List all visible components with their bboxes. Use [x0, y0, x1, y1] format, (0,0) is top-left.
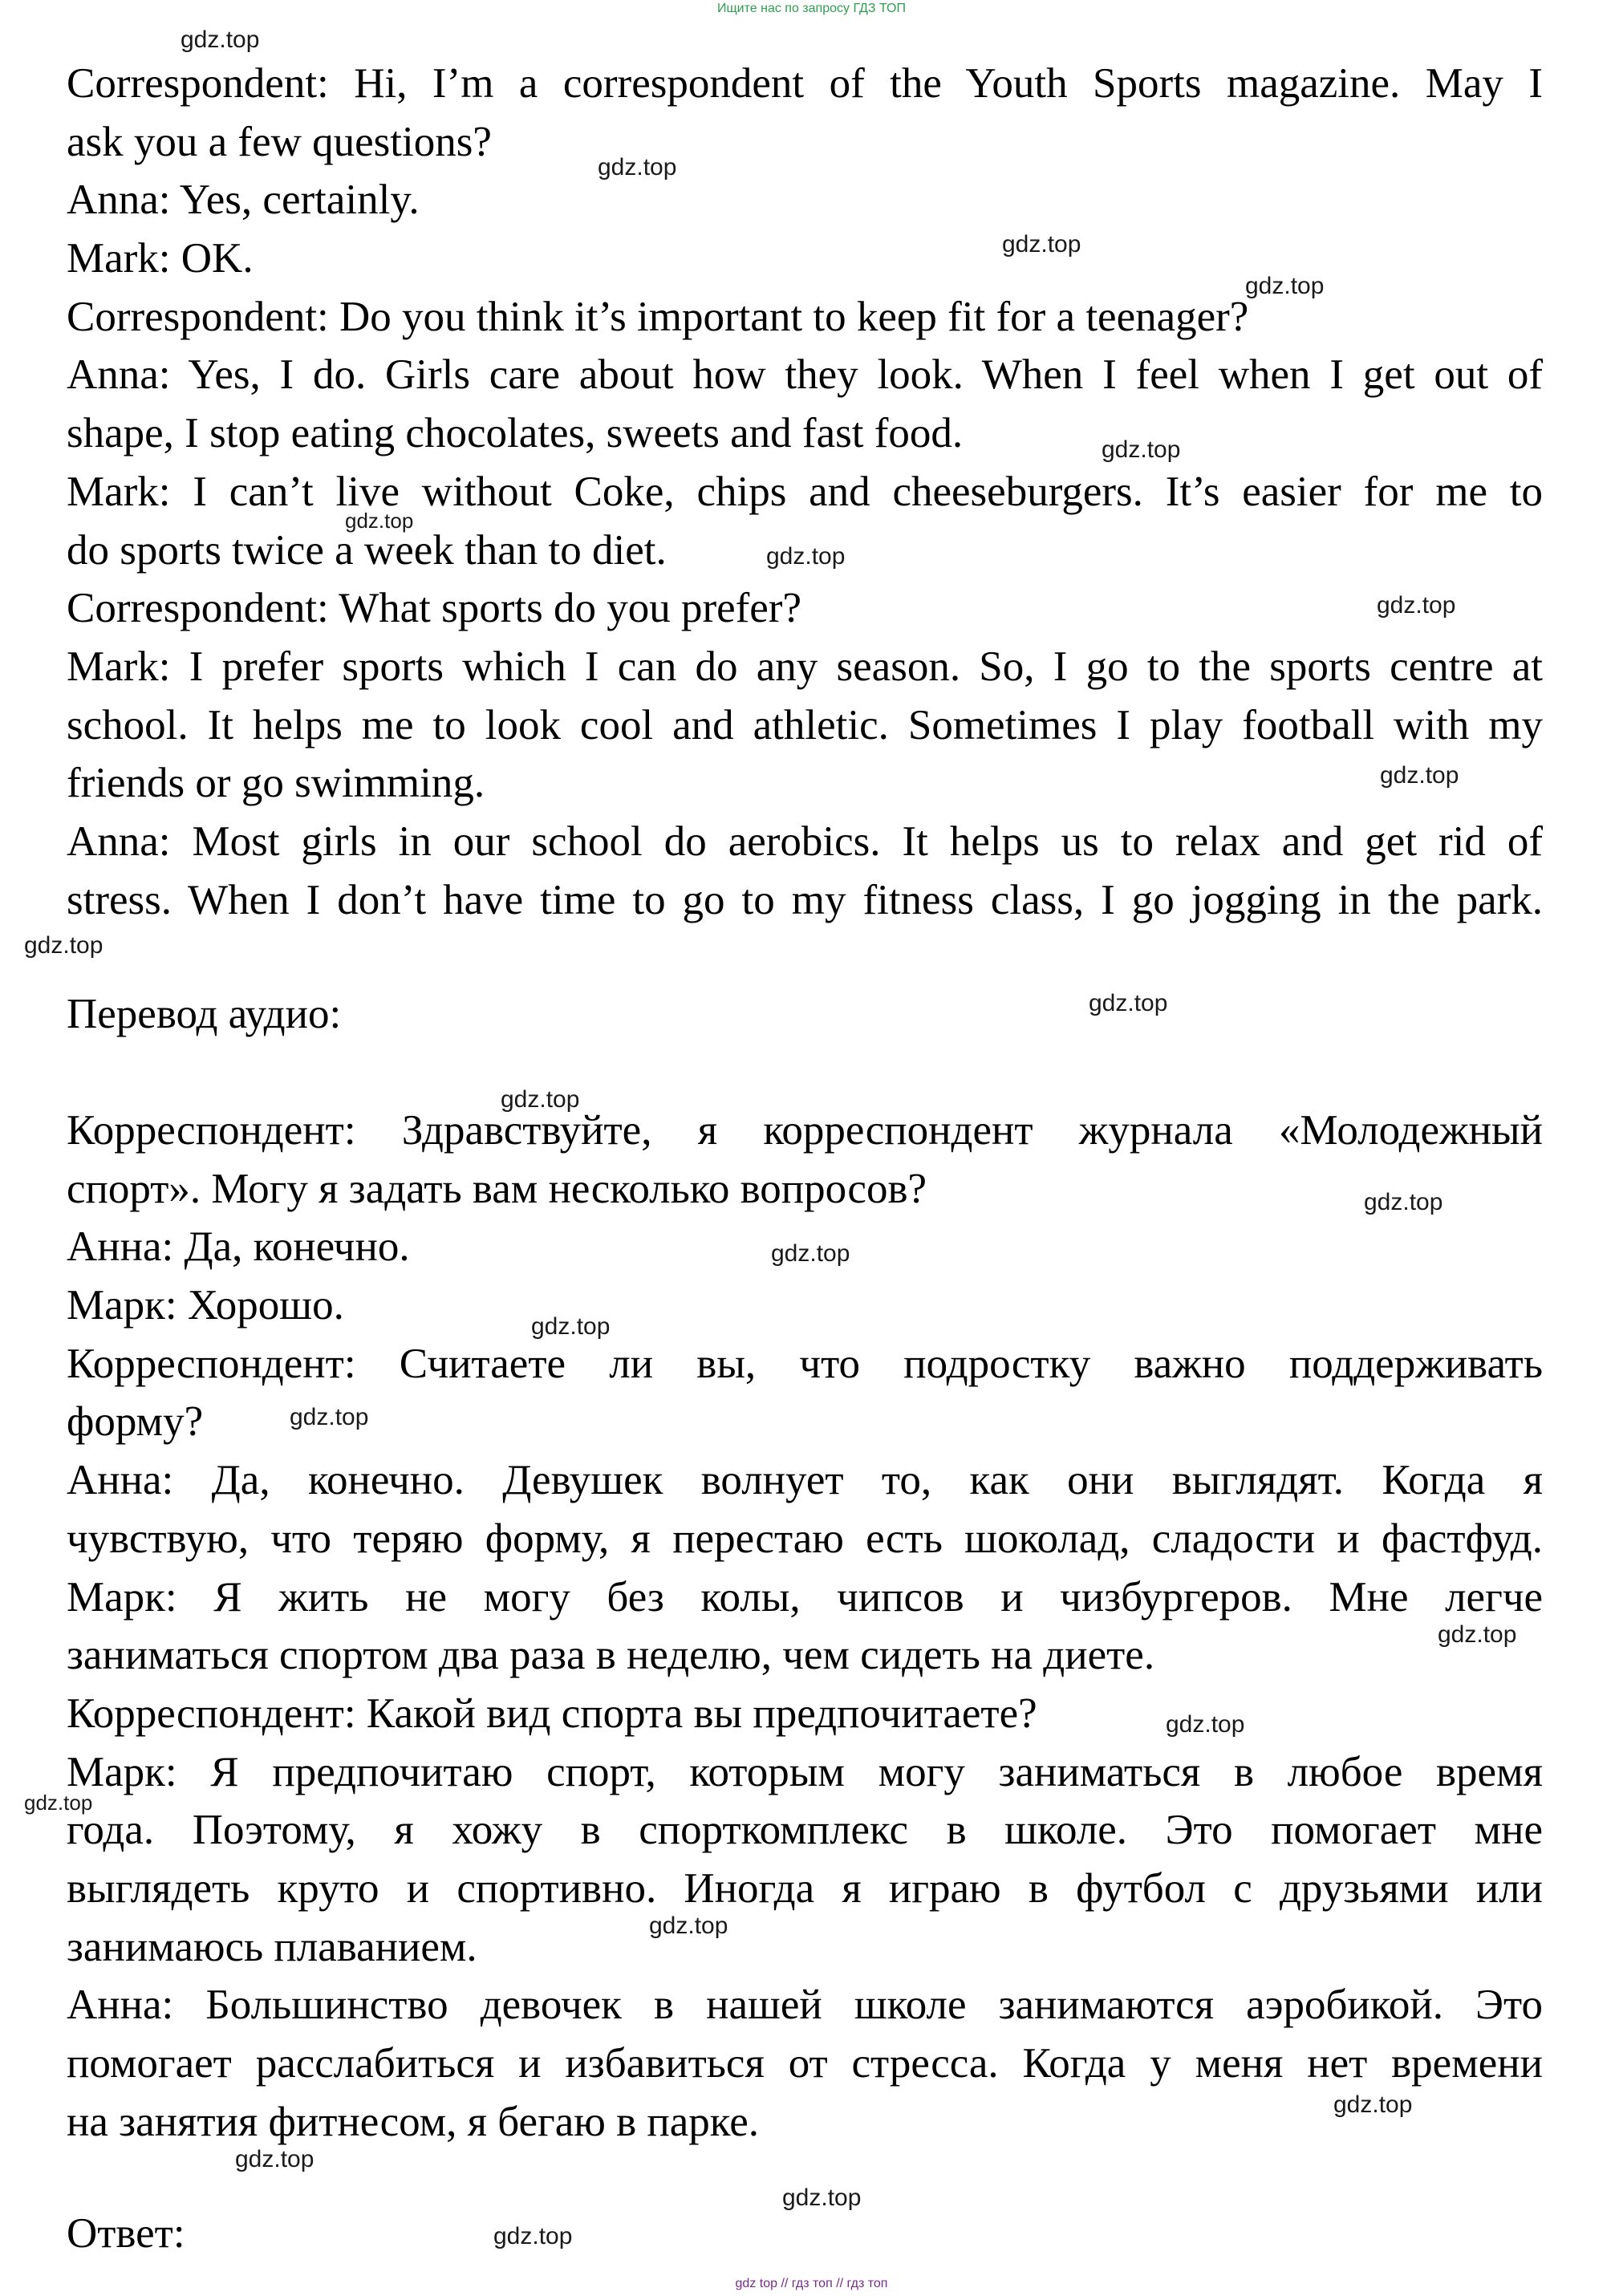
russian-line: года. Поэтому, я хожу в спорткомплекс в школе. Это помогает мне — [67, 1807, 1543, 1854]
translation-heading: Перевод аудио: — [67, 991, 342, 1037]
watermark: gdz.top — [1089, 990, 1168, 1016]
watermark: gdz.top — [24, 932, 103, 959]
russian-line: Анна: Большинство девочек в нашей школе занимаются аэробикой. Это — [67, 1982, 1543, 2029]
russian-line: Корреспондент: Здравствуйте, я корреспондент журнала «Молодежный — [67, 1107, 1543, 1154]
watermark: gdz.top — [1166, 1711, 1245, 1738]
english-line: friends or go swimming. — [67, 760, 485, 807]
watermark: gdz.top — [493, 2223, 573, 2249]
watermark: gdz.top — [24, 1791, 93, 1815]
watermark: gdz.top — [1380, 762, 1459, 789]
english-line: do sports twice a week than to diet. — [67, 526, 667, 574]
english-line: Correspondent: What sports do you prefer? — [67, 585, 801, 632]
watermark: gdz.top — [235, 2146, 314, 2172]
english-line: Mark: OK. — [67, 235, 254, 282]
russian-line: Корреспондент: Какой вид спорта вы предпочитаете? — [67, 1690, 1037, 1737]
english-line: ask you a few questions? — [67, 118, 492, 165]
watermark: gdz.top — [1333, 2091, 1413, 2118]
watermark: gdz.top — [782, 2184, 862, 2211]
answer-label: Ответ: — [67, 2210, 185, 2257]
watermark: gdz.top — [766, 543, 846, 570]
english-line: Correspondent: Hi, I’m a correspondent of the Youth Sports magazine. May I — [67, 60, 1543, 107]
english-line: Anna: Most girls in our school do aerobics. It helps us to relax and get rid of — [67, 817, 1543, 865]
watermark: gdz.top — [1364, 1189, 1443, 1215]
russian-line: на занятия фитнесом, я бегаю в парке. — [67, 2098, 760, 2145]
english-line: Anna: Yes, certainly. — [67, 176, 420, 224]
russian-line: чувствую, что теряю форму, я перестаю есть шоколад, сладости и фастфуд. — [67, 1515, 1543, 1562]
russian-line: заниматься спортом два раза в неделю, чем сидеть на диете. — [67, 1632, 1155, 1679]
watermark: gdz.top — [771, 1240, 850, 1267]
watermark: gdz.top — [598, 154, 677, 181]
watermark: gdz.top — [345, 509, 414, 533]
english-line: Mark: I can’t live without Coke, chips and cheeseburgers. It’s easier for me to — [67, 468, 1543, 515]
watermark: gdz.top — [501, 1086, 580, 1113]
english-line: school. It helps me to look cool and athletic. Sometimes I play football with my — [67, 701, 1543, 748]
watermark: gdz.top — [531, 1313, 611, 1340]
watermark: gdz.top — [1438, 1621, 1517, 1648]
russian-line: Марк: Хорошо. — [67, 1282, 344, 1329]
english-line: stress. When I don’t have time to go to my fitness class, I go jogging in the park. — [67, 876, 1543, 923]
watermark: gdz.top — [1102, 436, 1181, 463]
watermark: gdz.top — [1377, 592, 1456, 619]
russian-line: Марк: Я предпочитаю спорт, которым могу заниматься в любое время — [67, 1748, 1543, 1795]
english-line: Correspondent: Do you think it’s important to keep fit for a teenager? — [67, 293, 1249, 340]
watermark: gdz.top — [290, 1404, 369, 1430]
watermark: gdz.top — [649, 1913, 728, 1939]
russian-line: спорт». Могу я задать вам несколько вопросов? — [67, 1165, 927, 1212]
watermark: gdz.top — [181, 26, 260, 53]
english-line: Mark: I prefer sports which I can do any season. So, I go to the sports centre at — [67, 643, 1543, 690]
watermark: gdz.top — [1245, 273, 1325, 299]
russian-line: Марк: Я жить не могу без колы, чипсов и чизбургеров. Мне легче — [67, 1573, 1543, 1621]
russian-line: Корреспондент: Считаете ли вы, что подростку важно поддерживать — [67, 1340, 1543, 1387]
bottom-banner: gdz top // гдз топ // гдз топ — [735, 2277, 888, 2290]
english-dialogue — [67, 55, 1543, 929]
russian-line: выглядеть круто и спортивно. Иногда я играю в футбол с друзьями или — [67, 1864, 1543, 1912]
russian-line: занимаюсь плаванием. — [67, 1923, 477, 1970]
watermark: gdz.top — [1002, 231, 1081, 258]
english-line: shape, I stop eating chocolates, sweets and fast food. — [67, 410, 964, 457]
russian-line: помогает расслабиться и избавиться от стресса. Когда у меня нет времени — [67, 2040, 1543, 2087]
top-banner: Ищите нас по запросу ГДЗ ТОП — [717, 2, 906, 15]
russian-line: Анна: Да, конечно. Девушек волнует то, как они выглядят. Когда я — [67, 1457, 1543, 1504]
russian-line: форму? — [67, 1398, 204, 1446]
english-line: Anna: Yes, I do. Girls care about how they look. When I feel when I get out of — [67, 351, 1543, 399]
russian-line: Анна: Да, конечно. — [67, 1223, 410, 1271]
